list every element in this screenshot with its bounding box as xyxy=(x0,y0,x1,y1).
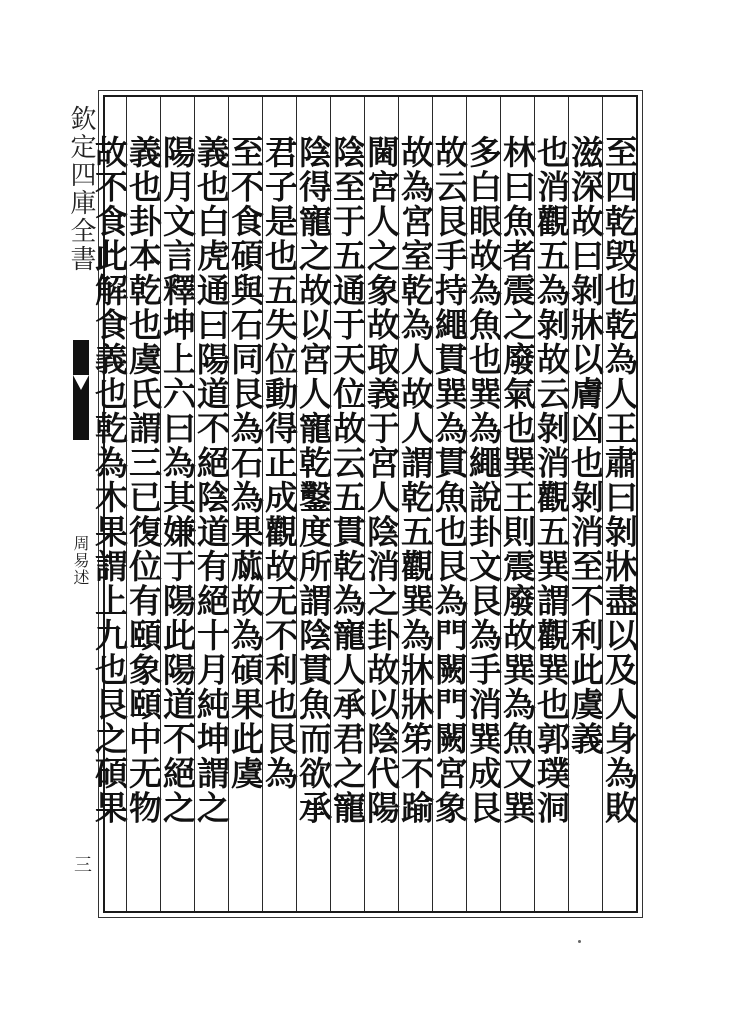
column-text: 君子是也五失位動得正成觀故无不利也艮為 xyxy=(260,135,299,791)
text-column xyxy=(532,97,571,911)
column-text: 故不食此解食義也乾為木果謂上九也艮之碩果 xyxy=(90,135,129,825)
text-column xyxy=(396,97,435,911)
text-columns xyxy=(90,97,639,911)
column-text: 陽月文言釋坤上六曰為其嫌于陽此陽道不絕之 xyxy=(158,135,197,825)
column-text: 義也卦本乾也虞氏謂三已復位有頤象頤中无物 xyxy=(124,135,163,825)
column-text: 閫宮人之象故取義于宮人陰消之卦故以陰代陽 xyxy=(362,135,401,825)
margin-book-title: 欽定四庫全書 xyxy=(66,105,96,273)
text-column xyxy=(328,97,367,911)
column-text: 陰得寵之故以宮人寵乾鑿度所謂陰貫魚而欲承 xyxy=(294,135,333,825)
text-column xyxy=(464,97,503,911)
text-column xyxy=(498,97,537,911)
text-column xyxy=(158,97,197,911)
text-column xyxy=(260,97,299,911)
text-column xyxy=(566,97,605,911)
text-column xyxy=(226,97,265,911)
text-column xyxy=(600,97,639,911)
text-column xyxy=(124,97,163,911)
text-column xyxy=(430,97,469,911)
text-column xyxy=(192,97,231,911)
page-speck xyxy=(578,940,581,943)
margin-section-title: 周易述 xyxy=(71,535,90,586)
column-text: 陰至于五通于天位故云五貫乾為寵人承君之寵 xyxy=(328,135,367,825)
column-text: 也消觀五為剝故云剝消觀五巽謂觀巽也郭璞洞 xyxy=(532,135,571,825)
margin-page-number: 三 xyxy=(71,855,92,873)
text-column xyxy=(294,97,333,911)
column-text: 至四乾毁也乾為人王肅曰剝牀盡以及人身為敗 xyxy=(600,135,639,825)
column-text: 多白眼故為魚也巽為繩說卦文艮為手消巽成艮 xyxy=(464,135,503,825)
text-column xyxy=(362,97,401,911)
column-text: 故為宮室乾為人故人謂乾五觀巽為牀牀笫不踰 xyxy=(396,135,435,825)
column-text: 義也白虎通曰陽道不絕陰道有絕十月純坤謂之 xyxy=(192,135,231,825)
fish-tail-mark-icon xyxy=(70,335,92,445)
column-text: 林曰魚者震之廢氣也巽王則震廢故巽為魚又巽 xyxy=(498,135,537,825)
text-column xyxy=(90,97,129,911)
column-text: 滋深故曰剝牀以膚凶也剝消至不利此虞義 xyxy=(566,135,605,756)
column-text: 至不食碩與石同艮為石為果蓏故為碩果此虞 xyxy=(226,135,265,791)
column-text: 故云艮手持繩貫巽為貫魚也艮為門闕門闕宮象 xyxy=(430,135,469,825)
